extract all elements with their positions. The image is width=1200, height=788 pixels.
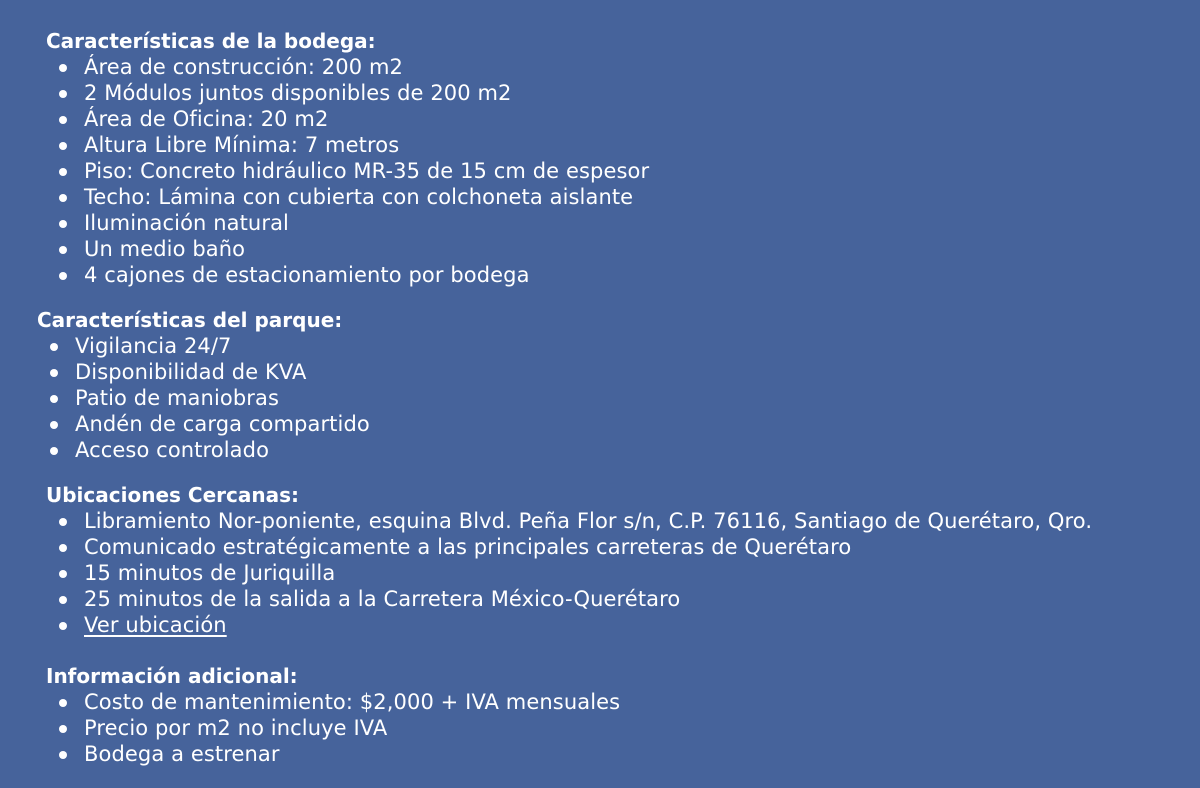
parque-title: Características del parque:: [37, 308, 343, 332]
list-item: 15 minutos de Juriquilla: [84, 560, 1092, 586]
ver-ubicacion-link[interactable]: Ver ubicación: [84, 613, 227, 637]
list-item: Piso: Concreto hidráulico MR-35 de 15 cm de espesor: [84, 159, 650, 183]
list-item: 2 Módulos juntos disponibles de 200 m2: [84, 80, 649, 106]
list-item: Andén de carga compartido: [75, 412, 370, 436]
list-item: 4 cajones de estacionamiento por bodega: [84, 262, 649, 288]
parque-section: [0, 307, 370, 463]
list-item: Precio por m2 no incluye IVA: [84, 715, 620, 741]
list-item: Un medio baño: [84, 236, 649, 262]
list-item: Techo: Lámina con cubierta con colchoneta aislante: [84, 184, 649, 210]
list-item-link: [84, 612, 1092, 638]
list-item: Área de Oficina: 20 m2: [84, 106, 649, 132]
info-title: Información adicional:: [46, 664, 298, 688]
list-item: Comunicado estratégicamente a las principales carreteras de Querétaro: [84, 534, 1092, 560]
list-item: Patio de maniobras: [75, 385, 370, 411]
info-section: [0, 663, 620, 767]
ubicaciones-section: [0, 482, 1092, 638]
list-item: Iluminación natural: [84, 210, 649, 236]
parque-list: [75, 333, 370, 463]
list-item: 25 minutos de la salida a la Carretera México-Querétaro: [84, 586, 1092, 612]
list-item: Disponibilidad de KVA: [75, 359, 370, 385]
list-item: Área de construcción: 200 m2: [84, 54, 649, 80]
list-item: Libramiento Nor-poniente, esquina Blvd. Peña Flor s/n, C.P. 76116, Santiago de Querétaro, Qro.: [84, 509, 1093, 533]
list-item: Bodega a estrenar: [84, 741, 620, 767]
ubicaciones-list: [84, 508, 1092, 638]
ubicaciones-title: Ubicaciones Cercanas:: [46, 483, 299, 507]
list-item: Altura Libre Mínima: 7 metros: [84, 132, 649, 158]
bodega-list: [84, 54, 649, 288]
list-item: Vigilancia 24/7: [75, 333, 370, 359]
list-item: Acceso controlado: [75, 437, 370, 463]
bodega-section: [0, 28, 649, 288]
list-item: Costo de mantenimiento: $2,000 + IVA mensuales: [84, 690, 621, 714]
info-list: [84, 689, 620, 767]
bodega-title: Características de la bodega:: [46, 29, 376, 53]
